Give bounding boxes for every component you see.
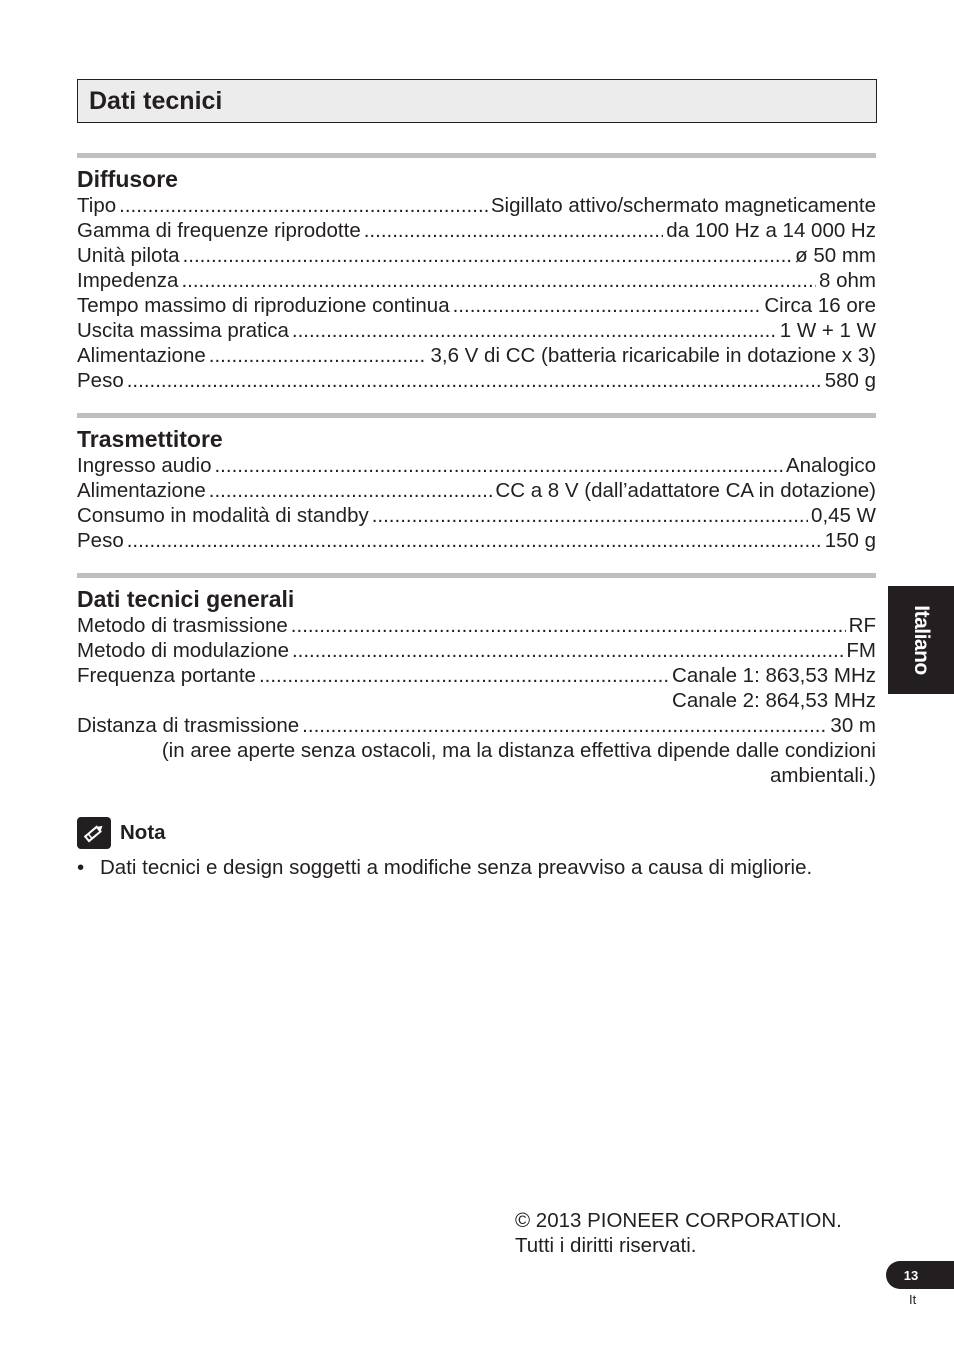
spec-value: Analogico: [785, 454, 876, 477]
spec-label: Frequenza portante: [77, 664, 256, 687]
spec-value-continuation: ambientali.): [770, 764, 876, 787]
bullet: •: [77, 856, 85, 879]
spec-row: [77, 503, 876, 528]
spec-value: Circa 16 ore: [764, 294, 876, 317]
leader-dots: [209, 343, 428, 368]
spec-row: [77, 343, 876, 368]
section-rule: [77, 153, 876, 158]
note-text: Dati tecnici e design soggetti a modifiche senza preavviso a causa di migliorie.: [100, 856, 813, 879]
leader-dots: [364, 218, 664, 243]
leader-dots: [292, 318, 777, 343]
spec-label: Unità pilota: [77, 244, 180, 267]
spec-row: [77, 613, 876, 638]
spec-row: [77, 318, 876, 343]
spec-label: Impedenza: [77, 269, 179, 292]
spec-label: Alimentazione: [77, 344, 206, 367]
spec-row: [77, 243, 876, 268]
spec-value: CC a 8 V (dall’adattatore CA in dotazione): [495, 479, 876, 502]
spec-row: [77, 528, 876, 553]
leader-dots: [127, 368, 822, 393]
spec-value: ø 50 mm: [795, 244, 876, 267]
spec-label: Ingresso audio: [77, 454, 212, 477]
copyright: [515, 1208, 842, 1258]
section-title: Trasmettitore: [77, 426, 223, 452]
leader-dots: [291, 613, 846, 638]
spec-value: Sigillato attivo/schermato magneticamente: [490, 194, 876, 217]
spec-row: [77, 663, 876, 688]
spec-value-continuation: Canale 2: 864,53 MHz: [672, 689, 876, 712]
copyright-line: Tutti i diritti riservati.: [515, 1234, 697, 1257]
leader-dots: [453, 293, 762, 318]
leader-dots: [127, 528, 822, 553]
spec-value: 1 W + 1 W: [779, 319, 876, 342]
spec-value: 30 m: [830, 714, 876, 737]
spec-label: Distanza di trasmissione: [77, 714, 300, 737]
spec-row: [77, 638, 876, 663]
spec-label: Peso: [77, 529, 124, 552]
leader-dots: [259, 663, 669, 688]
spec-value: 580 g: [824, 369, 876, 392]
spec-label: Metodo di modulazione: [77, 639, 289, 662]
page-language-code: It: [909, 1292, 917, 1307]
spec-value: 0,45 W: [811, 504, 876, 527]
spec-label: Uscita massima pratica: [77, 319, 289, 342]
leader-dots: [302, 713, 827, 738]
spec-label: Consumo in modalità di standby: [77, 504, 369, 527]
leader-dots: [292, 638, 843, 663]
leader-dots: [119, 193, 488, 218]
leader-dots: [209, 478, 493, 503]
section-title: Dati tecnici generali: [77, 586, 295, 612]
spec-row: [77, 218, 876, 243]
page-title-box: [77, 79, 877, 123]
spec-value: RF: [848, 614, 876, 637]
spec-value: Canale 1: 863,53 MHz: [672, 664, 876, 687]
note-heading: [77, 817, 166, 849]
spec-value: FM: [846, 639, 876, 662]
section-dati-tecnici-generali: [77, 573, 876, 788]
page-number-tab: [886, 1261, 954, 1289]
leader-dots: [183, 243, 793, 268]
language-tab: [888, 586, 954, 694]
spec-value: 8 ohm: [819, 269, 876, 292]
leader-dots: [214, 453, 782, 478]
spec-value-continuation: (in aree aperte senza ostacoli, ma la distanza effettiva dipende dalle condizioni: [161, 739, 876, 762]
spec-value: 3,6 V di CC (batteria ricaricabile in dotazione x 3): [430, 344, 876, 367]
spec-label: Tipo: [77, 194, 117, 217]
page-number: 13: [903, 1267, 919, 1283]
spec-label: Metodo di trasmissione: [77, 614, 288, 637]
spec-row: [77, 193, 876, 218]
section-rule: [77, 413, 876, 418]
section-diffusore: [77, 153, 876, 393]
section-trasmettitore: [77, 413, 876, 553]
spec-row: [77, 453, 876, 478]
spec-value: 150 g: [824, 529, 876, 552]
spec-label: Gamma di frequenze riprodotte: [77, 219, 361, 242]
spec-row: [77, 478, 876, 503]
note-label: Nota: [120, 821, 166, 844]
leader-dots: [372, 503, 808, 528]
pencil-icon: [77, 817, 111, 849]
spec-row: [77, 293, 876, 318]
note-item: [77, 855, 877, 880]
spec-row: [77, 713, 876, 738]
section-rule: [77, 573, 876, 578]
spec-row: [77, 268, 876, 293]
spec-label: Peso: [77, 369, 124, 392]
spec-value: da 100 Hz a 14 000 Hz: [666, 219, 876, 242]
leader-dots: [181, 268, 816, 293]
spec-label: Tempo massimo di riproduzione continua: [77, 294, 450, 317]
section-title: Diffusore: [77, 166, 178, 192]
page-title: Dati tecnici: [89, 87, 223, 115]
language-tab-label: Italiano: [910, 605, 934, 675]
copyright-line: © 2013 PIONEER CORPORATION.: [515, 1209, 842, 1232]
spec-row: [77, 368, 876, 393]
spec-label: Alimentazione: [77, 479, 206, 502]
